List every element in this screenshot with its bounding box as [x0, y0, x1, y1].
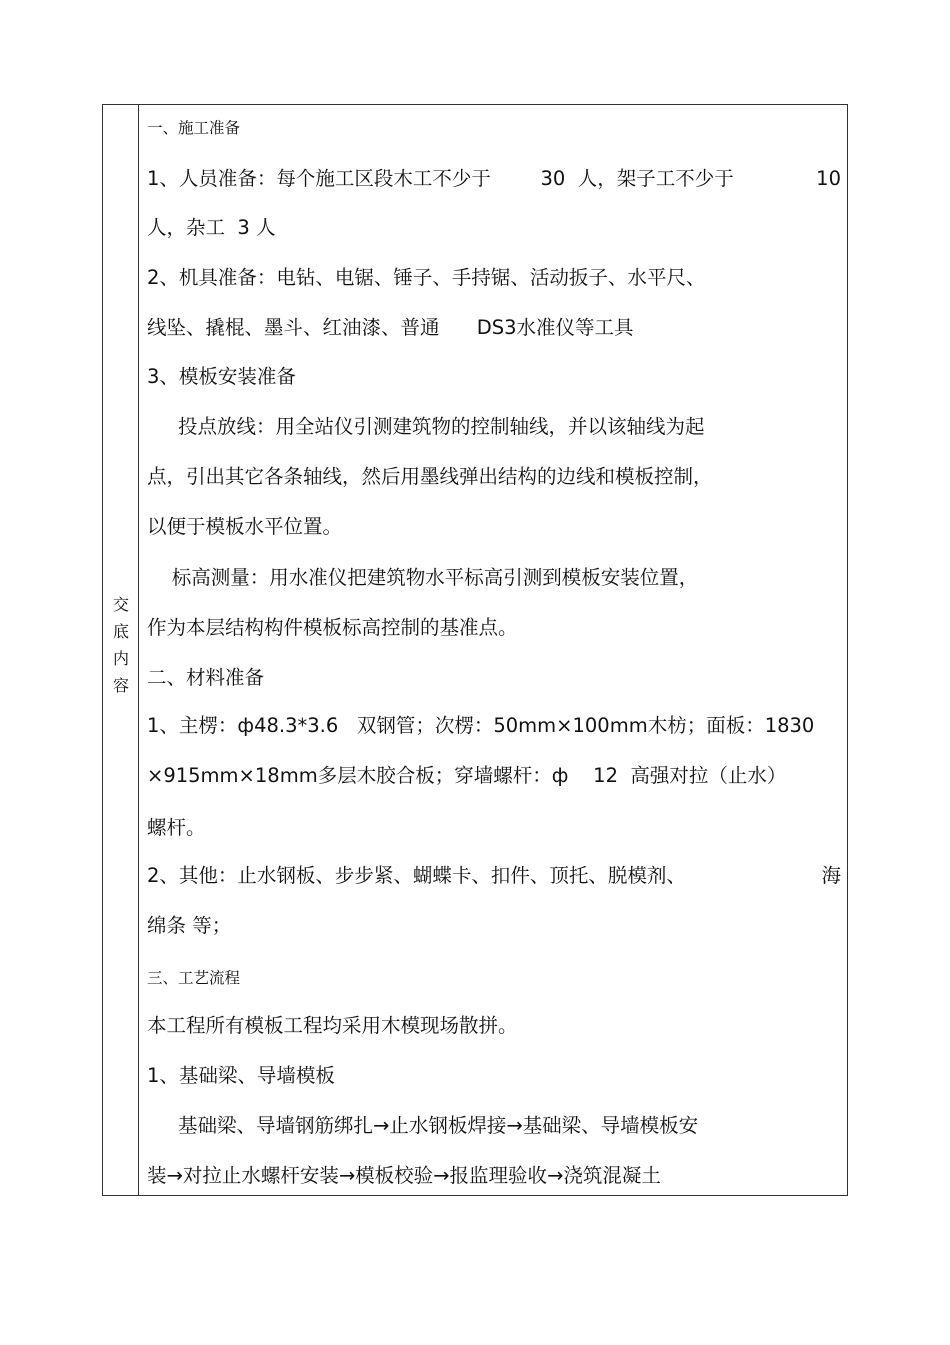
section-title-process: 三、工艺流程	[147, 969, 241, 987]
label-column	[103, 105, 139, 1195]
text-line	[147, 863, 841, 889]
text-line-tail: 10	[816, 167, 841, 190]
text-line: 基础梁、导墙钢筋绑扎→止水钢板焊接→基础梁、导墙模板安	[147, 1114, 699, 1137]
text-line: 人，杂工 3 人	[147, 216, 276, 239]
text-line: 投点放线：用全站仪引测建筑物的控制轴线，并以该轴线为起	[147, 415, 705, 438]
label-char: 底	[112, 622, 129, 641]
label-char: 内	[112, 649, 129, 668]
text-line: 螺杆。	[147, 816, 206, 839]
text-line: 装→对拉止水螺杆安装→模板校验→报监理验收→浇筑混凝土	[147, 1164, 661, 1187]
text-line: 1、主楞：ф48.3*3.6 双钢管；次楞：50mm×100mm木枋；面板：1830	[147, 714, 815, 737]
text-line-main: 2、其他：止水钢板、步步紧、蝴蝶卡、扣件、顶托、脱模剂、	[147, 864, 686, 887]
disclosure-table	[102, 104, 848, 1196]
subsection-title: 1、基础梁、导墙模板	[147, 1064, 335, 1087]
text-line: 点，引出其它各条轴线，然后用墨线弹出结构的边线和模板控制，	[147, 465, 713, 488]
text-line: ×915mm×18mm多层木胶合板；穿墙螺杆：ф 12 高强对拉（止水）	[147, 764, 787, 787]
text-line	[147, 166, 841, 192]
section-title-preparation: 一、施工准备	[147, 119, 241, 137]
row-label	[103, 591, 139, 699]
section-title-materials: 二、材料准备	[147, 666, 265, 689]
text-line: 作为本层结构构件模板标高控制的基准点。	[147, 616, 518, 639]
text-line: 本工程所有模板工程均采用木模现场散拼。	[147, 1014, 518, 1037]
text-line: 标高测量：用水准仪把建筑物水平标高引测到模板安装位置，	[147, 566, 699, 589]
subsection-title: 3、模板安装准备	[147, 365, 296, 388]
label-char: 交	[112, 595, 129, 614]
text-line: 2、机具准备：电钻、电锯、锤子、手持锯、活动扳子、水平尺、	[147, 266, 706, 289]
text-line-main: 1、人员准备：每个施工区段木工不少于 30 人，架子工不少于	[147, 167, 734, 190]
content-column	[139, 105, 847, 1195]
label-char: 容	[112, 676, 129, 695]
text-line: 以便于模板水平位置。	[147, 515, 343, 538]
text-line: 绵条 等；	[147, 914, 232, 937]
text-line: 线坠、撬棍、墨斗、红油漆、普通 DS3水准仪等工具	[147, 316, 634, 339]
text-line-tail: 海	[821, 864, 841, 887]
